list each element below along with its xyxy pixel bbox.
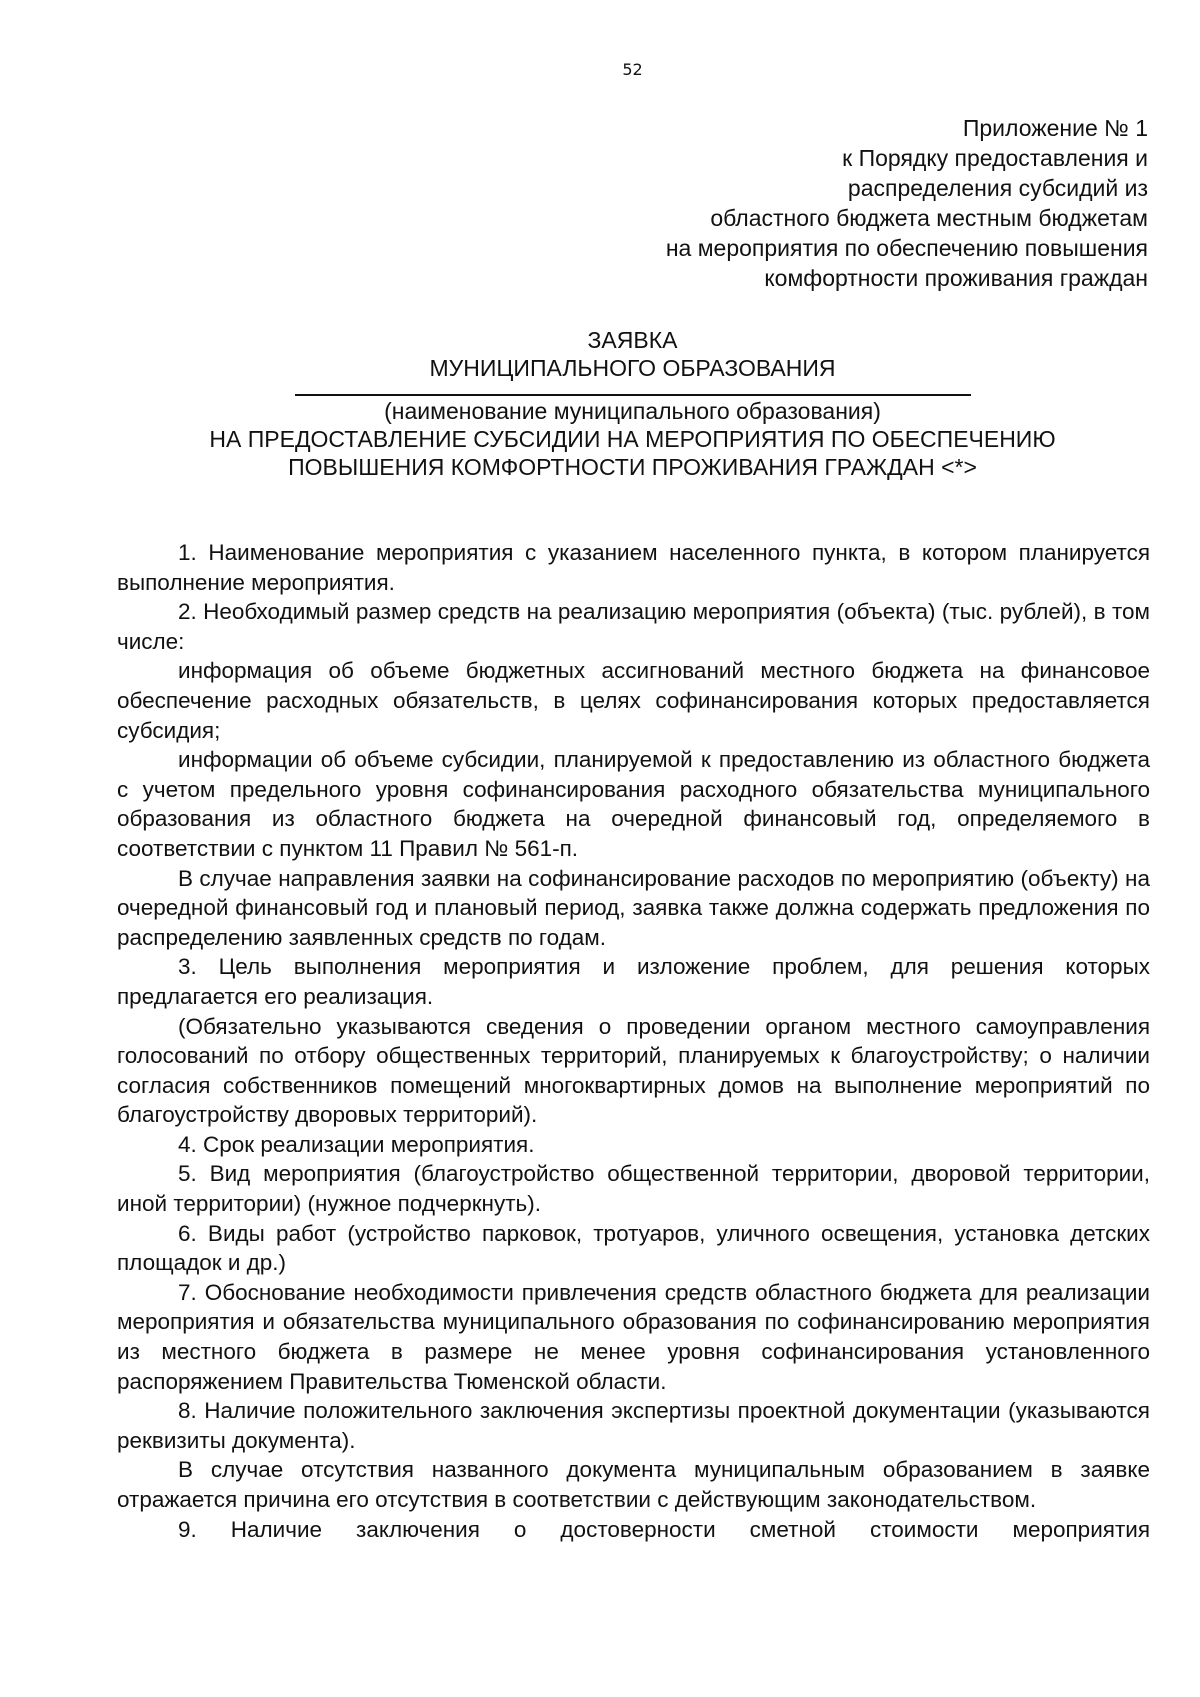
appendix-line: комфортности проживания граждан <box>764 265 1148 291</box>
paragraph: 9. Наличие заключения о достоверности сметной стоимости мероприятия <box>178 1516 1150 1542</box>
appendix-header <box>666 113 1148 293</box>
appendix-line: Приложение № 1 <box>962 115 1148 141</box>
paragraph: информация об объеме бюджетных ассигнований местного бюджета на финансовое обеспечение расходных обязательств, в целях софинансирования которых предоставляется субсидия; <box>117 658 1150 743</box>
paragraph: 2. Необходимый размер средств на реализацию мероприятия (объекта) (тыс. рублей), в том числе: <box>117 599 1150 654</box>
heading-purpose-line: НА ПРЕДОСТАВЛЕНИЕ СУБСИДИИ НА МЕРОПРИЯТИЯ ПО ОБЕСПЕЧЕНИЮ <box>209 426 1056 452</box>
page-number: 52 <box>622 60 643 79</box>
paragraph: 4. Срок реализации мероприятия. <box>178 1131 535 1157</box>
paragraph: В случае направления заявки на софинансирование расходов по мероприятию (объекту) на очередной финансовый год и плановый период, заявка также должна содержать предложения по распределению заявленных средств по годам. <box>117 865 1150 950</box>
heading-title: ЗАЯВКА <box>587 327 678 353</box>
paragraph: 1. Наименование мероприятия с указанием населенного пункта, в котором планируется выполнение мероприятия. <box>117 540 1150 595</box>
municipality-name-hint: (наименование муниципального образования) <box>384 398 881 424</box>
paragraph: 6. Виды работ (устройство парковок, тротуаров, уличного освещения, установка детских площадок и др.) <box>117 1220 1150 1276</box>
application-body <box>117 538 1150 1544</box>
paragraph: (Обязательно указываются сведения о проведении органом местного самоуправления голосований по отбору общественных территорий, планируемых к благоустройству; о наличии согласия собственников помещений многоквартирных домов на выполнение мероприятий по благоустройству дворовых территорий). <box>117 1013 1150 1128</box>
paragraph: 8. Наличие положительного заключения экспертизы проектной документации (указываются реквизиты документа). <box>117 1398 1150 1453</box>
paragraph: 7. Обоснование необходимости привлечения средств областного бюджета для реализации мероприятия и обязательства муниципального образования по софинансированию мероприятия из местного бюджета в размере не менее уровня софинансирования установленного распоряжением Правительства Тюменской области. <box>117 1279 1150 1394</box>
appendix-line: на мероприятия по обеспечению повышения <box>665 235 1148 261</box>
appendix-line: областного бюджета местным бюджетам <box>710 205 1148 231</box>
document-heading <box>0 326 1200 481</box>
appendix-line: к Порядку предоставления и <box>842 145 1148 171</box>
paragraph: информации об объеме субсидии, планируемой к предоставлению из областного бюджета с учетом предельного уровня софинансирования расходного обязательства муниципального образования из областного бюджета на очередной финансовый год, определяемого в соответствии с пунктом 11 Правил № 561-п. <box>117 747 1150 861</box>
municipality-name-blank <box>295 394 971 396</box>
paragraph: В случае отсутствия названного документа муниципальным образованием в заявке отражается причина его отсутствия в соответствии с действующим законодательством. <box>117 1457 1150 1512</box>
appendix-line: распределения субсидий из <box>847 175 1148 201</box>
heading-subtitle: МУНИЦИПАЛЬНОГО ОБРАЗОВАНИЯ <box>429 355 836 381</box>
paragraph: 3. Цель выполнения мероприятия и изложение проблем, для решения которых предлагается его реализация. <box>117 954 1150 1009</box>
heading-purpose-line: ПОВЫШЕНИЯ КОМФОРТНОСТИ ПРОЖИВАНИЯ ГРАЖДАН <*> <box>288 454 977 480</box>
paragraph: 5. Вид мероприятия (благоустройство общественной территории, дворовой территории, иной территории) (нужное подчеркнуть). <box>117 1161 1150 1217</box>
